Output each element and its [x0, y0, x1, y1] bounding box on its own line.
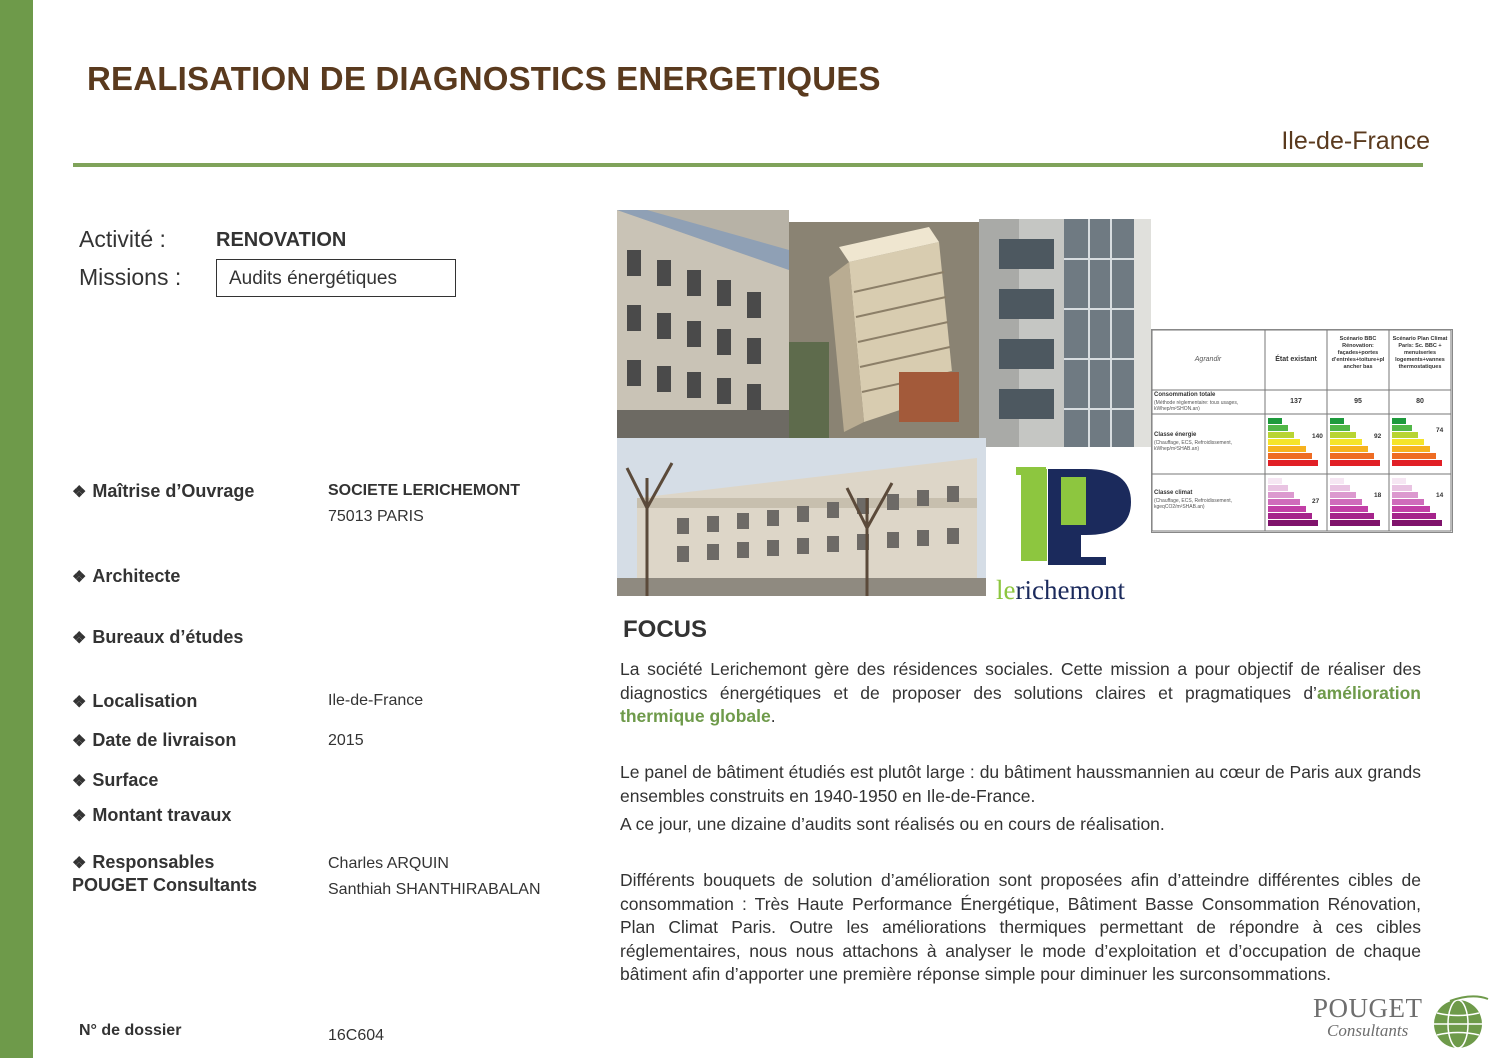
table-row1-val2: 95	[1354, 398, 1362, 405]
table-row1-label: Consommation totale	[1154, 392, 1216, 398]
table-col3-header: Scénario Plan Climat Paris: Sc. BBC + menuiseries logements+vannes thermostatiques	[1392, 336, 1448, 370]
info-value-responsable-2: Santhiah SHANTHIRABALAN	[328, 881, 541, 898]
diamond-bullet-icon: ❖	[72, 484, 87, 501]
photo-modern-facade	[979, 219, 1151, 447]
info-label-surface: ❖ Surface	[72, 770, 159, 790]
missions-value-box: Audits énergétiques	[216, 259, 456, 297]
info-label-responsables: ❖ Responsables	[72, 852, 215, 872]
table-row2-val3: 74	[1436, 427, 1444, 434]
info-value-maitrise-ouvrage-1: SOCIETE LERICHEMONT	[328, 482, 521, 499]
diamond-bullet-icon: ❖	[72, 773, 87, 790]
activity-label: Activité :	[79, 226, 166, 252]
table-col2-header: Scénario BBC Rénovation: façades+portes d'entrées+toiture+pl ancher bas	[1331, 336, 1385, 370]
region-label: Ile-de-France	[1281, 127, 1430, 155]
info-value-date-livraison: 2015	[328, 732, 364, 749]
photo-grand-ensemble	[617, 438, 986, 596]
table-row1-sub: (Méthode réglementaire: tous usages, kWhep/m²SHON.an)	[1154, 400, 1239, 412]
table-row3-val2: 18	[1374, 492, 1382, 499]
pouget-logo-text: POUGET	[1313, 993, 1423, 1023]
info-label-maitrise-ouvrage: ❖ Maîtrise d’Ouvrage	[72, 481, 255, 501]
pouget-consultants-logo	[1313, 993, 1493, 1053]
focus-paragraph-2: Le panel de bâtiment étudiés est plutôt large : du bâtiment haussmannien au cœur de Paris aux grands ensembles construits en 1940-1950 en Ile-de-France.	[620, 762, 1421, 806]
table-row3-val1: 27	[1312, 498, 1320, 505]
table-col0-header: Agrandir	[1194, 356, 1222, 363]
table-col1-header: État existant	[1275, 356, 1317, 363]
diamond-bullet-icon: ❖	[72, 569, 87, 586]
table-row3-sub: (Chauffage, ECS, Refroidissement, kgeqCO2/m²SHAB.an)	[1154, 498, 1233, 510]
info-label-architecte: ❖ Architecte	[72, 566, 181, 586]
info-value-responsable-1: Charles ARQUIN	[328, 855, 449, 872]
side-accent-bar	[0, 0, 33, 1058]
lerichemont-logo-text: lerichemont	[996, 575, 1125, 605]
diamond-bullet-icon: ❖	[72, 694, 87, 711]
info-label-responsables-company: POUGET Consultants	[72, 875, 258, 895]
energy-performance-table	[1151, 329, 1453, 533]
dossier-value: 16C604	[328, 1027, 385, 1044]
photo-haussmann-building	[617, 210, 789, 438]
focus-paragraph-1: La société Lerichemont gère des résidences sociales. Cette mission a pour objectif de réaliser des diagnostics énergétiques et de proposer des solutions claires et pragmatiques d’amélioration thermique globale.	[620, 659, 1421, 726]
globe-icon	[1430, 993, 1490, 1051]
table-row2-val1: 140	[1312, 433, 1323, 440]
consultants-logo-text: Consultants	[1327, 1021, 1409, 1040]
info-value-localisation: Ile-de-France	[328, 692, 424, 709]
missions-label: Missions :	[79, 264, 182, 290]
table-row3-val3: 14	[1436, 492, 1444, 499]
table-row1-val1: 137	[1290, 398, 1302, 405]
diamond-bullet-icon: ❖	[72, 808, 87, 825]
page-title: REALISATION DE DIAGNOSTICS ENERGETIQUES	[87, 60, 881, 97]
info-value-maitrise-ouvrage-2: 75013 PARIS	[328, 508, 424, 525]
table-row2-val2: 92	[1374, 433, 1382, 440]
focus-paragraph-4: Différents bouquets de solution d’amélioration sont proposées afin d’atteindre différentes cibles de consommation : Très Haute Performance Énergétique, Bâtiment Basse Consommation Rénovation, Plan Climat Paris. Outre les améliorations thermiques permettant de répondre à ces cibles réglementaires, nous nous attachons à analyser le mode d’exploitation et d’occupation de chaque bâtiment afin d’apporter une première réponse simple pour diminuer les surconsommations.	[620, 870, 1421, 984]
focus-paragraph-3: A ce jour, une dizaine d’audits sont réalisés ou en cours de réalisation.	[620, 814, 1165, 834]
focus-title: FOCUS	[623, 616, 707, 643]
diamond-bullet-icon: ❖	[72, 733, 87, 750]
table-row2-sub: (Chauffage, ECS, Refroidissement, kWhep/m²SHAB.an)	[1154, 440, 1233, 452]
dossier-label: N° de dossier	[79, 1022, 182, 1039]
table-row3-label: Classe climat	[1154, 490, 1193, 496]
info-label-date-livraison: ❖ Date de livraison	[72, 730, 237, 750]
info-label-localisation: ❖ Localisation	[72, 691, 198, 711]
diamond-bullet-icon: ❖	[72, 630, 87, 647]
table-row2-label: Classe énergie	[1154, 432, 1197, 438]
activity-value: RENOVATION	[216, 229, 347, 251]
photo-aerial-tower	[789, 222, 979, 438]
header-divider	[73, 163, 1423, 167]
diamond-bullet-icon: ❖	[72, 855, 87, 872]
table-row1-val3: 80	[1416, 398, 1424, 405]
info-label-bureaux-etudes: ❖ Bureaux d’études	[72, 627, 244, 647]
lerichemont-logo	[986, 447, 1151, 607]
info-label-montant-travaux: ❖ Montant travaux	[72, 805, 232, 825]
